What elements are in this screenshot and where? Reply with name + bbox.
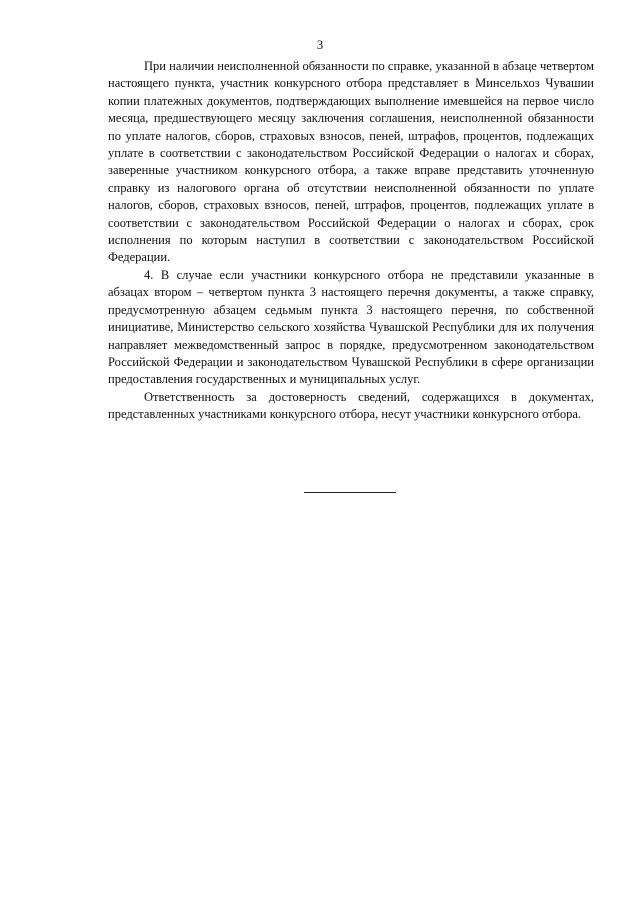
end-of-document-rule — [304, 492, 396, 493]
paragraph-responsibility: Ответственность за достоверность сведений, содержащихся в документах, представленных участниками конкурсного отбора, несут участники конкурсного отбора. — [108, 389, 594, 422]
page-number: 3 — [316, 38, 324, 52]
paragraph-unfulfilled-obligation: При наличии неисполненной обязанности по справке, указанной в абзаце четвертом настоящего пункта, участник конкурсного отбора представляет в Минсельхоз Чувашии копии платежных документов, подтверждающих выполнение имевшейся на первое число месяца, предшествующего месяцу заключения соглашения, неисполненной обязанности по уплате налогов, сборов, страховых взносов, пеней, штрафов, процентов, подлежащих уплате в соответствии с законодательством Российской Федерации о налогах и сборах, заверенные участником конкурсного отбора, а также вправе представить уточненную справку из налогового органа об отсутствии неисполненной обязанности по уплате налогов, сборов, страховых взносов, пеней, штрафов, процентов, подлежащих уплате в соответствии с законодательством Российской Федерации о налогах и сборах, срок исполнения по которым наступил в соответствии с законодательством Российской Федерации. — [108, 59, 594, 265]
document-body — [108, 58, 594, 424]
paragraph-interagency-request: 4. В случае если участники конкурсного отбора не представили указанные в абзацах втором – четвертом пункта 3 настоящего перечня документы, а также справку, предусмотренную абзацем седьмым пункта 3 настоящего перечня, по собственной инициативе, Министерство сельского хозяйства Чувашской Республики для их получения направляет межведомственный запрос в порядке, предусмотренном законодательством Российской Федерации и законодательством Чувашской Республики в сфере организации предоставления государственных и муниципальных услуг. — [108, 267, 594, 387]
